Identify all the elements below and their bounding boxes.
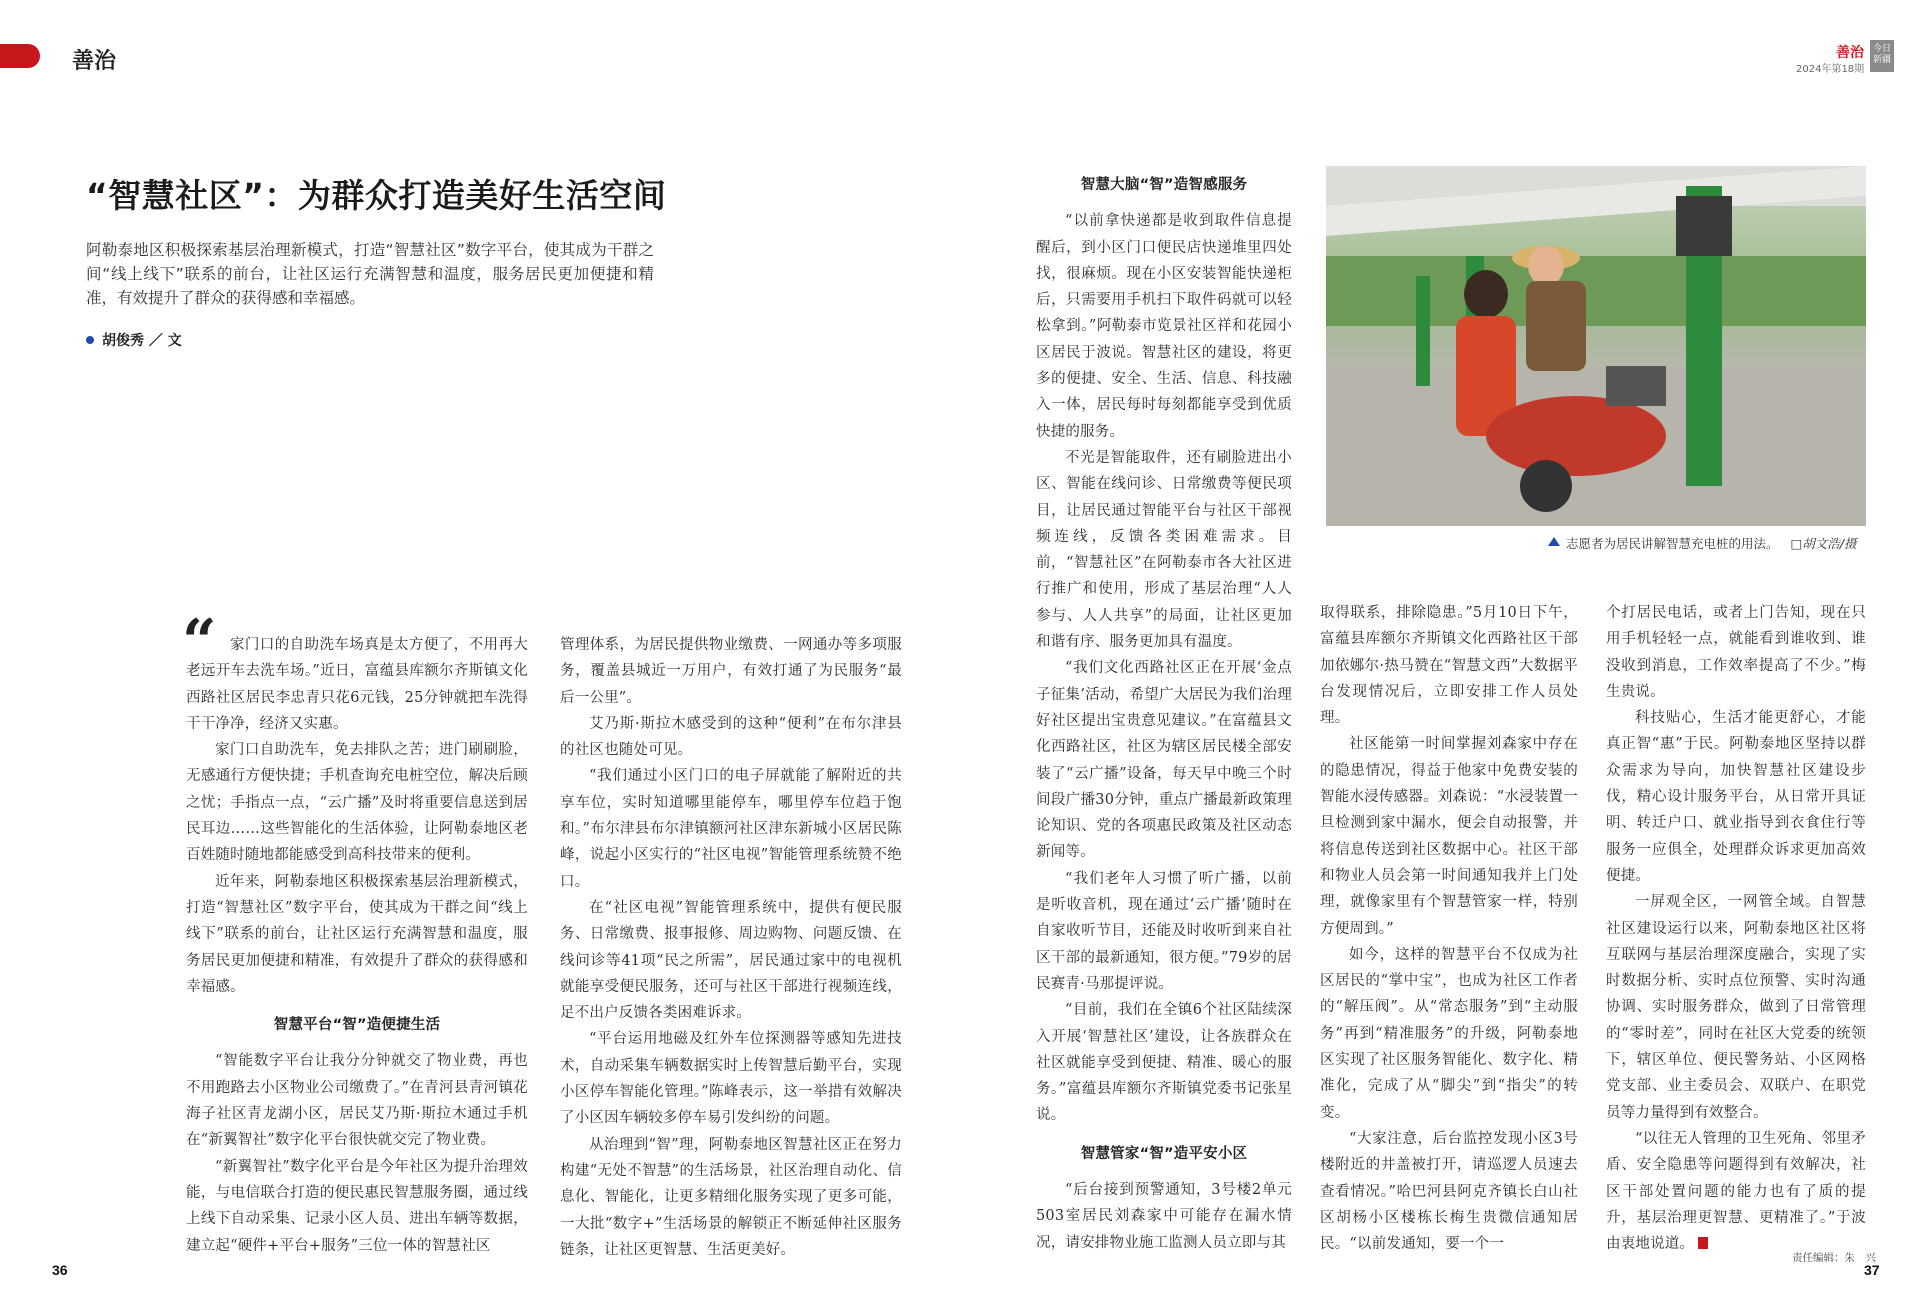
- author-byline: 胡俊秀 ／ 文: [102, 333, 182, 349]
- author-dot: [86, 336, 94, 344]
- subheading: 智慧平台“智”造便捷生活: [273, 1017, 441, 1034]
- paragraph: [1606, 1126, 1866, 1257]
- paragraph: “智能数字平台让我分分钟就交了物业费，再也不用跑路去小区物业公司缴费了。”在青河县青河镇花海子社区青龙湖小区，居民艾乃斯·斯拉木通过手机在“新翼智社”数字化平台很快就交完了物业费。: [186, 1053, 528, 1149]
- paragraph: 不光是智能取件，还有刷脸进出小区、智能在线问诊、日常缴费等便民项目，让居民通过智能平台与社区干部视频连线，反馈各类困难需求。目前，“智慧社区”在阿勒泰市各大社区进行推广和使用，形成了基层治理“人人参与、人人共享”的局面，让社区更加和谐有序、服务更加具有温度。: [1036, 449, 1292, 651]
- page-number-right: 37: [1864, 1262, 1880, 1278]
- paragraph: 近年来，阿勒泰地区积极探索基层治理新模式，打造“智慧社区”数字平台，使其成为干群之间“线上线下”联系的前台，让社区运行充满智慧和温度，服务居民更加便捷和精准，有效提升了群众的获得感和幸福感。: [186, 873, 528, 995]
- paragraph: “新翼智社”数字化平台是今年社区为提升治理效能，与电信联合打造的便民惠民智慧服务圈，通过线上线下自动采集、记录小区人员、进出车辆等数据，建立起“硬件+平台+服务”三位一体的智慧社区: [186, 1158, 528, 1254]
- article-title: “智慧社区”：为群众打造美好生活空间: [86, 176, 667, 215]
- column-5: [1606, 600, 1866, 1257]
- column-4: [1320, 600, 1578, 1257]
- paragraph: “我们老年人习惯了听广播，以前是听收音机，现在通过‘云广播’随时在自家收听节目，还能及时收听到来自社区干部的最新通知，很方便。”79岁的居民赛青·马那提评说。: [1036, 870, 1292, 992]
- article-photo: [1326, 166, 1866, 526]
- paragraph: “我们文化西路社区正在开展‘金点子征集’活动，希望广大居民为我们治理好社区提出宝贵意见建议。”在富蕴县文化西路社区，社区为辖区居民楼全部安装了“云广播”设备，每天早中晚三个时间段广播30分钟，重点广播最新政策理论知识、党的各项惠民政策及社区动态新闻等。: [1036, 660, 1292, 861]
- issue-number: 2024年第18期: [1796, 64, 1865, 75]
- column-1: [186, 632, 528, 1259]
- caption-text: 志愿者为居民讲解智慧充电桩的用法。: [1566, 536, 1779, 551]
- paragraph: “平台运用地磁及红外车位探测器等感知先进技术，自动采集车辆数据实时上传智慧后勤平台，实现小区停车智能化管理。”陈峰表示，这一举措有效解决了小区因车辆较多停车易引发纠纷的问题。: [560, 1031, 902, 1127]
- column-3: [1036, 172, 1292, 1256]
- article-lead: 阿勒泰地区积极探索基层治理新模式，打造“智慧社区”数字平台，使其成为干群之间“线上线下”联系的前台，让社区运行充满智慧和温度，服务居民更加便捷和精准，有效提升了群众的获得感和幸福感。: [86, 241, 654, 307]
- paragraph: 家门口自助洗车，免去排队之苦；进门刷刷脸，无感通行方便快捷；手机查询充电桩空位，解决后顾之忧；手指点一点，“云广播”及时将重要信息送到居民耳边……这些智能化的生活体验，让阿勒泰地区老百姓随时随地都能感受到高科技带来的便利。: [186, 742, 528, 864]
- subheading: 智慧大脑“智”造智感服务: [1080, 177, 1248, 193]
- paragraph: 如今，这样的智慧平台不仅成为社区居民的“掌中宝”，也成为社区工作者的“解压阀”。从“常态服务”到“主动服务”再到“精准服务”的升级，阿勒泰地区实现了社区服务智能化、数字化、精准化，完成了从“脚尖”到“指尖”的转变。: [1320, 946, 1578, 1121]
- brand-stamp: [1870, 40, 1894, 72]
- paragraph: 在“社区电视”智能管理系统中，提供有便民服务、日常缴费、报事报修、周边购物、问题反馈、在线问诊等41项“民之所需”，居民通过家中的电视机就能享受便民服务，还可与社区干部进行视频连线，足不出户反馈各类困难诉求。: [560, 899, 902, 1022]
- paragraph: 个打居民电话，或者上门告知，现在只用手机轻轻一点，就能看到谁收到、谁没收到消息，工作效率提高了不少。”梅生贵说。: [1606, 605, 1866, 700]
- paragraph: “目前，我们在全镇6个社区陆续深入开展‘智慧社区’建设，让各族群众在社区就能享受到便捷、精准、暖心的服务。”富蕴县库额尔齐斯镇党委书记张星说。: [1036, 1002, 1292, 1124]
- end-mark-icon: [1698, 1237, 1708, 1249]
- section-label-left: 善治: [72, 48, 117, 74]
- paragraph: 家门口的自助洗车场真是太方便了，不用再大老远开车去洗车场。”近日，富蕴县库额尔齐斯镇文化西路社区居民李忠青只花6元钱，25分钟就把车洗得干干净净，经济又实惠。: [186, 637, 528, 732]
- section-label-right: 善治: [1836, 45, 1864, 61]
- paragraph: “以前拿快递都是收到取件信息提醒后，到小区门口便民店快递堆里四处找，很麻烦。现在小区安装智能快递柜后，只需要用手机扫下取件码就可以轻松拿到。”阿勒泰市览景社区祥和花园小区居民于波说。智慧社区的建设，将更多的便捷、安全、生活、信息、科技融入一体，居民每时每刻都能享受到优质快捷的服务。: [1036, 213, 1292, 440]
- brand-stamp-text: 今日新疆: [1872, 44, 1891, 65]
- paragraph: 艾乃斯·斯拉木感受到的这种“便利”在布尔津县的社区也随处可见。: [560, 715, 902, 759]
- column-2: [560, 632, 902, 1263]
- quote-mark: “: [182, 607, 217, 677]
- caption-triangle-icon: [1548, 537, 1560, 546]
- paragraph: 从治理到“智”理，阿勒泰地区智慧社区正在努力构建“无处不智慧”的生活场景，社区治理自动化、信息化、智能化，让更多精细化服务实现了更多可能，一大批“数字+”生活场景的解锁正不断延伸社区服务链条，让社区更智慧、生活更美好。: [560, 1136, 902, 1258]
- paragraph: 取得联系，排除隐患。”5月10日下午，富蕴县库额尔齐斯镇文化西路社区干部加依娜尔·热马赞在“智慧文西”大数据平台发现情况后，立即安排工作人员处理。: [1320, 605, 1578, 727]
- paragraph: “后台接到预警通知，3号楼2单元503室居民刘森家中可能存在漏水情况，请安排物业施工监测人员立即与其: [1036, 1181, 1292, 1251]
- charging-station-scene: [1326, 166, 1866, 526]
- paragraph: “大家注意，后台监控发现小区3号楼附近的井盖被打开，请巡逻人员速去查看情况。”哈巴河县阿克齐镇长白山社区胡杨小区楼栋长梅生贵微信通知居民。“以前发通知，要一个一: [1320, 1130, 1578, 1253]
- paragraph-text: “以往无人管理的卫生死角、邻里矛盾、安全隐患等问题得到有效解决，社区干部处置问题的能力也有了质的提升，基层治理更智慧、更精准了。”于波由衷地说道。: [1606, 1130, 1866, 1253]
- photo-caption: [1566, 534, 1857, 552]
- editor-credit: 责任编辑：朱 兴: [1792, 1252, 1876, 1264]
- paragraph: 管理体系，为居民提供物业缴费、一网通办等多项服务，覆盖县城近一万用户，有效打通了为民服务“最后一公里”。: [560, 637, 902, 706]
- paragraph: 社区能第一时间掌握刘森家中存在的隐患情况，得益于他家中免费安装的智能水浸传感器。刘森说：“水浸装置一旦检测到家中漏水，便会自动报警，并将信息传送到社区数据中心。社区干部和物业人员会第一时间通知我并上门处理，就像家里有个智慧管家一样，特别方便周到。”: [1320, 736, 1578, 937]
- paragraph: 一屏观全区，一网管全域。自智慧社区建设运行以来，阿勒泰地区社区将互联网与基层治理深度融合，实现了实时数据分析、实时点位预警、实时沟通协调、实时服务群众，做到了日常管理的“零时差”，同时在社区大党委的统领下，辖区单位、便民警务站、小区网格党支部、业主委员会、双联户、在职党员等力量得到有效整合。: [1606, 894, 1866, 1121]
- page-number-left: 36: [52, 1262, 68, 1278]
- caption-credit: □胡文浩/摄: [1790, 536, 1857, 551]
- subheading: 智慧管家“智”造平安小区: [1080, 1145, 1248, 1162]
- section-tab: [0, 44, 40, 68]
- paragraph: “我们通过小区门口的电子屏就能了解附近的共享车位，实时知道哪里能停车，哪里停车位趋于饱和。”布尔津县布尔津镇额河社区津东新城小区居民陈峰，说起小区实行的“社区电视”智能管理系统赞不绝口。: [560, 768, 902, 890]
- paragraph: 科技贴心，生活才能更舒心，才能真正智“惠”于民。阿勒泰地区坚持以群众需求为导向，加快智慧社区建设步伐，精心设计服务平台，从日常开具证明、转迁户口、就业指导到衣食住行等服务一应俱全，处理群众诉求更加高效便捷。: [1606, 710, 1866, 884]
